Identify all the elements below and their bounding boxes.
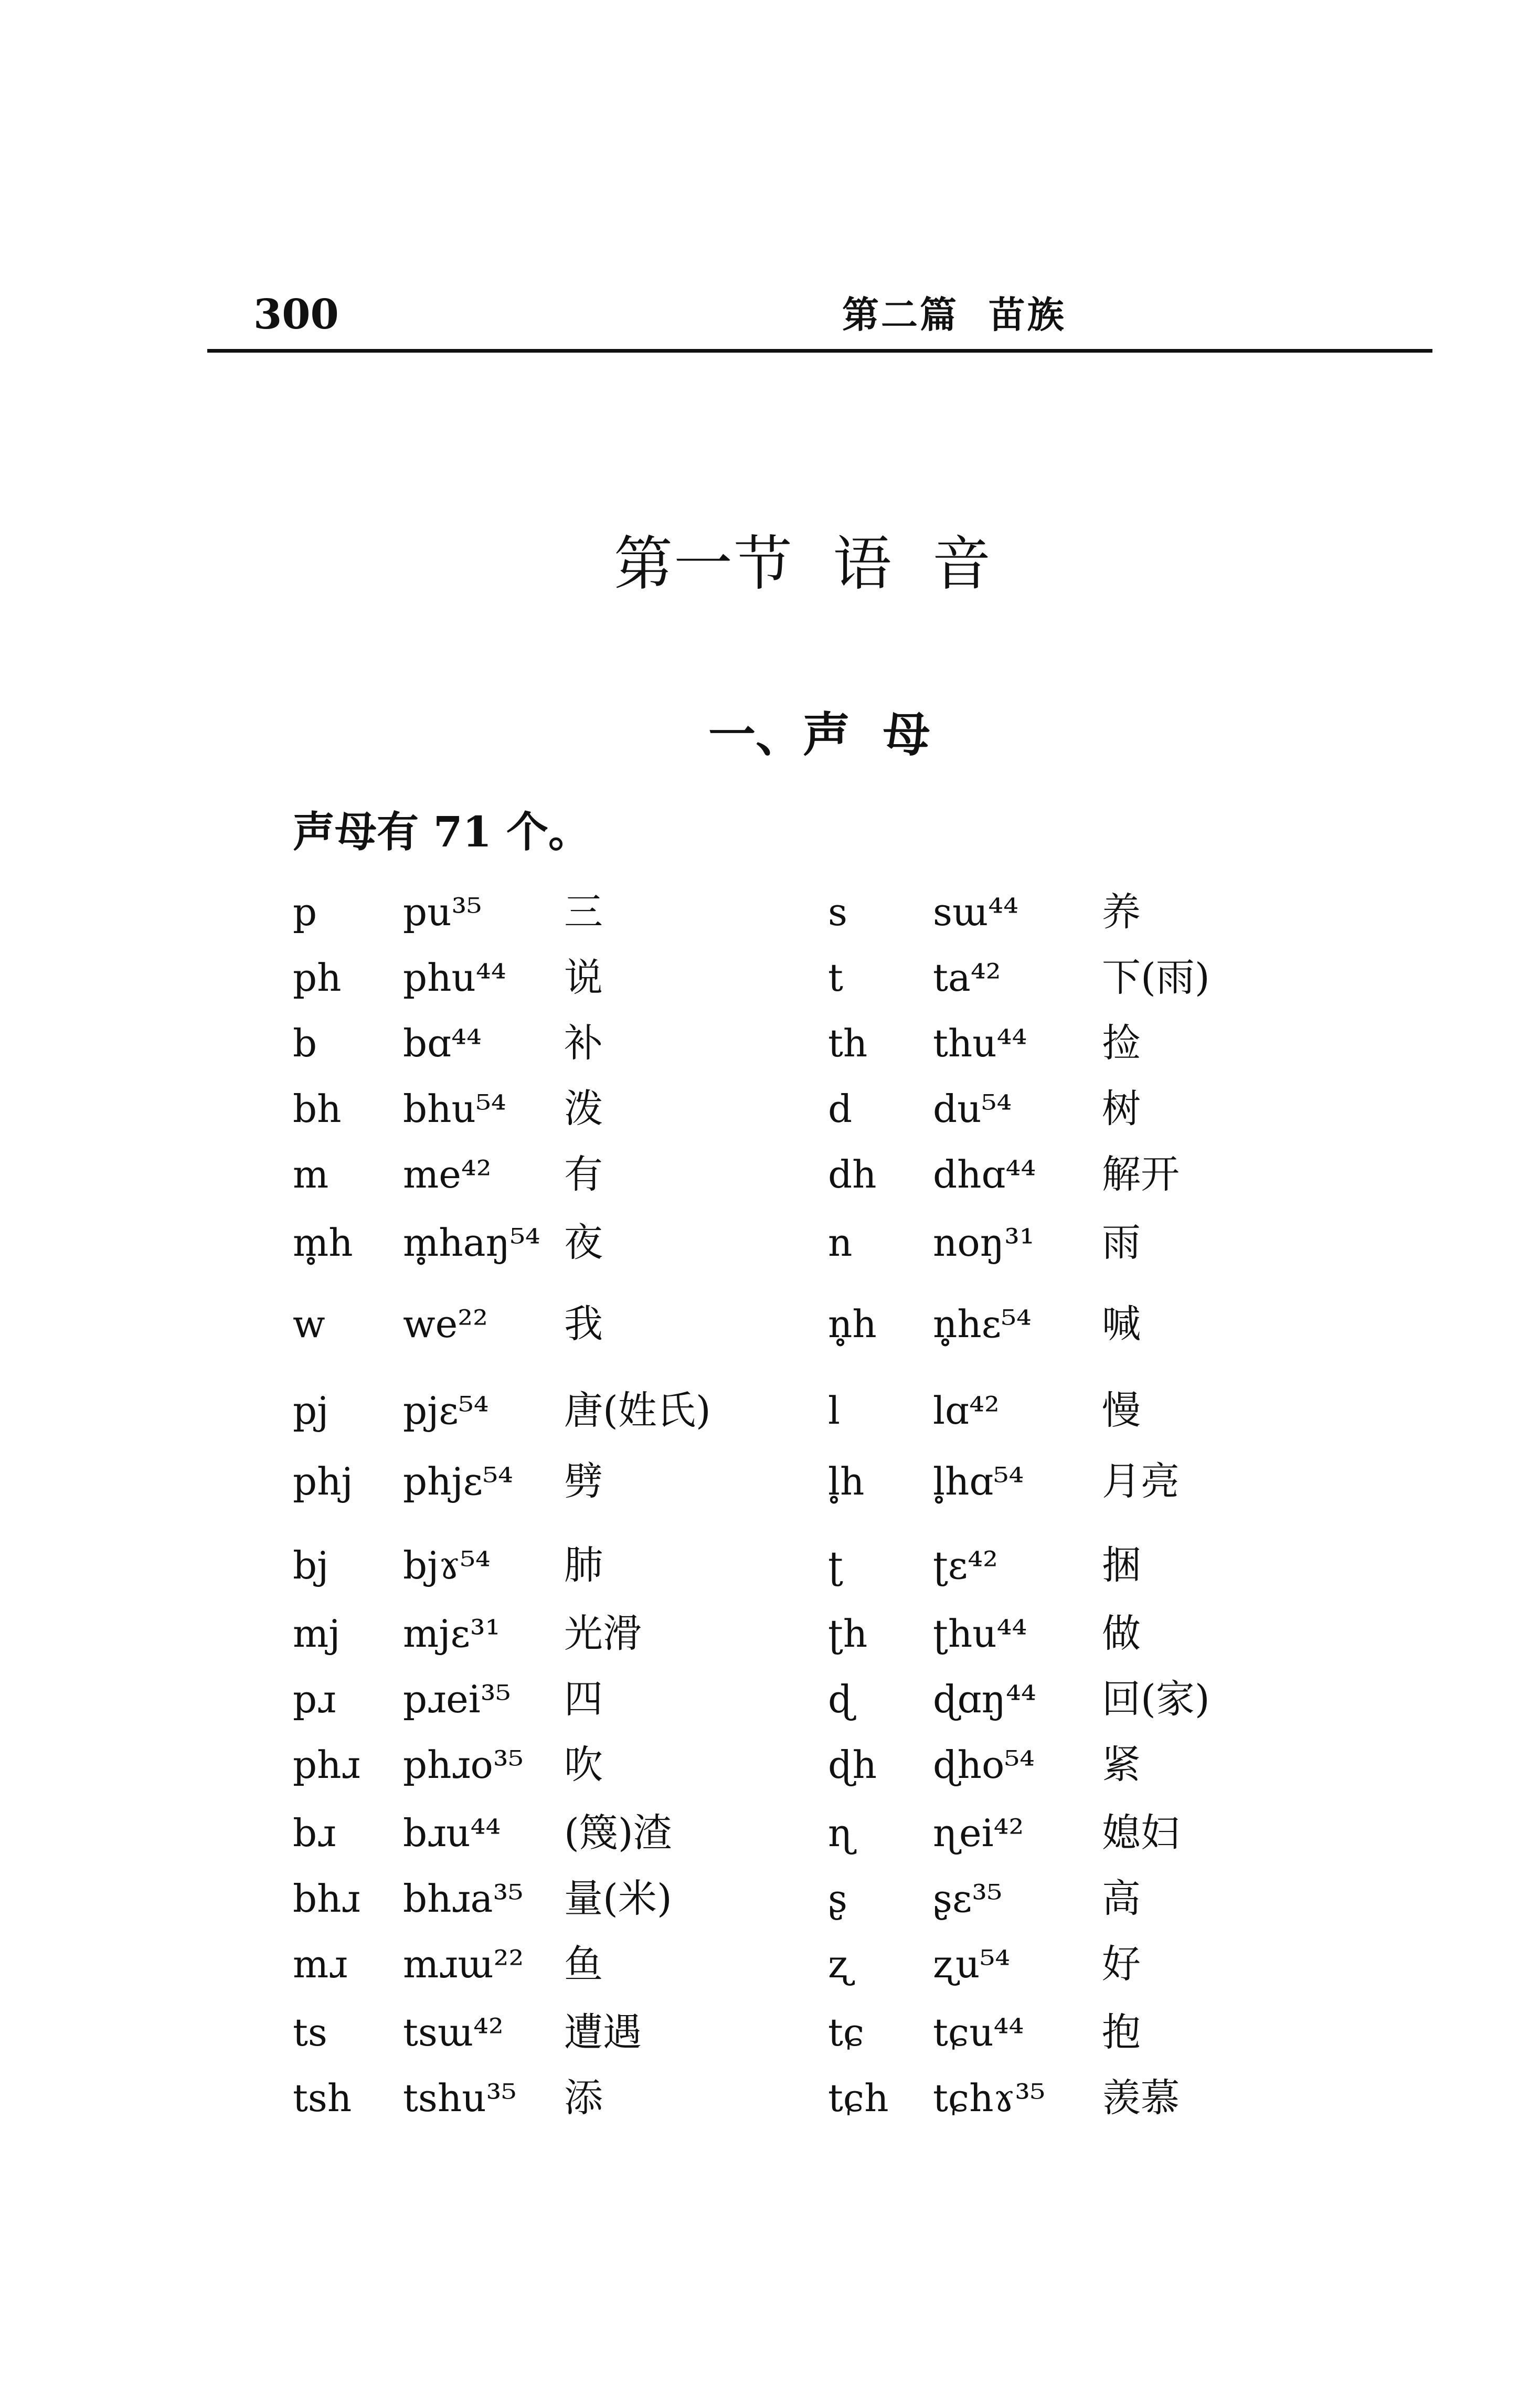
- left-example-cell: bɑ⁴⁴: [403, 1021, 482, 1065]
- right-initial-cell: tɕh: [828, 2076, 889, 2120]
- right-initial-cell: ʈ: [828, 1543, 843, 1587]
- right-gloss-cell: 喊: [1102, 1301, 1141, 1347]
- subsection-title: 一、声 母: [708, 707, 930, 762]
- left-gloss-cell: 泼: [564, 1086, 603, 1131]
- left-initial-cell: phɹ: [293, 1743, 360, 1787]
- left-gloss-cell: 添: [564, 2075, 603, 2121]
- right-example-cell: ʈɛ⁴²: [933, 1543, 998, 1587]
- left-initial-cell: mɹ: [293, 1942, 348, 1986]
- left-example-cell: phu⁴⁴: [403, 956, 506, 1000]
- left-example-cell: bjɤ⁵⁴: [403, 1543, 491, 1587]
- left-example-cell: tsɯ⁴²: [403, 2010, 504, 2054]
- right-initial-cell: tɕ: [828, 2010, 865, 2054]
- right-example-cell: ta⁴²: [933, 956, 1001, 1000]
- left-example-cell: mjɛ³¹: [403, 1612, 501, 1656]
- left-gloss-cell: 有: [564, 1152, 603, 1197]
- left-example-cell: m̥haŋ⁵⁴: [403, 1221, 540, 1265]
- right-example-cell: thu⁴⁴: [933, 1021, 1027, 1065]
- left-initial-cell: bh: [293, 1087, 342, 1131]
- left-gloss-cell: 三: [564, 889, 603, 935]
- left-initial-cell: w: [293, 1302, 325, 1346]
- right-gloss-cell: 捆: [1102, 1543, 1141, 1588]
- left-initial-cell: mj: [293, 1612, 341, 1656]
- left-initial-cell: pɹ: [293, 1677, 336, 1721]
- left-initial-cell: bɹ: [293, 1811, 336, 1855]
- left-example-cell: mɹɯ²²: [403, 1942, 524, 1986]
- left-initial-cell: m̥h: [293, 1221, 353, 1265]
- right-gloss-cell: 好: [1102, 1942, 1141, 1987]
- section-title: 第一节 语 音: [614, 530, 992, 598]
- left-example-cell: pu³⁵: [403, 890, 482, 934]
- right-example-cell: lɑ⁴²: [933, 1389, 1000, 1433]
- left-example-cell: phɹo³⁵: [403, 1743, 524, 1787]
- right-gloss-cell: 做: [1102, 1611, 1141, 1656]
- right-gloss-cell: 捡: [1102, 1021, 1141, 1066]
- left-gloss-cell: 光滑: [564, 1611, 642, 1656]
- right-gloss-cell: 月亮: [1102, 1459, 1180, 1504]
- right-example-cell: ʈhu⁴⁴: [933, 1612, 1027, 1656]
- left-gloss-cell: 量(米): [564, 1876, 672, 1921]
- right-gloss-cell: 回(家): [1102, 1677, 1210, 1722]
- right-example-cell: noŋ³¹: [933, 1221, 1035, 1265]
- right-gloss-cell: 高: [1102, 1876, 1141, 1921]
- left-gloss-cell: 夜: [564, 1220, 603, 1265]
- left-gloss-cell: 吹: [564, 1742, 603, 1787]
- left-initial-cell: m: [293, 1152, 329, 1196]
- left-example-cell: bhu⁵⁴: [403, 1087, 506, 1131]
- right-initial-cell: ʂ: [828, 1877, 847, 1921]
- left-initial-cell: ts: [293, 2010, 327, 2054]
- right-example-cell: ʐu⁵⁴: [933, 1942, 1011, 1986]
- left-initial-cell: b: [293, 1021, 317, 1065]
- right-gloss-cell: 媳妇: [1102, 1810, 1180, 1856]
- right-example-cell: sɯ⁴⁴: [933, 890, 1018, 934]
- left-gloss-cell: 补: [564, 1021, 603, 1066]
- right-example-cell: ɖho⁵⁴: [933, 1743, 1035, 1787]
- left-gloss-cell: 唐(姓氏): [564, 1388, 711, 1433]
- right-gloss-cell: 紧: [1102, 1742, 1141, 1787]
- right-gloss-cell: 解开: [1102, 1152, 1180, 1197]
- intro-text: 声母有 71 个。: [293, 807, 591, 856]
- right-initial-cell: dh: [828, 1152, 877, 1196]
- right-initial-cell: t: [828, 956, 843, 1000]
- left-gloss-cell: 我: [564, 1301, 603, 1347]
- right-gloss-cell: 树: [1102, 1086, 1141, 1131]
- left-initial-cell: p: [293, 890, 317, 934]
- left-example-cell: phjɛ⁵⁴: [403, 1459, 513, 1503]
- right-example-cell: l̥hɑ⁵⁴: [933, 1459, 1024, 1503]
- right-initial-cell: ɖh: [828, 1743, 877, 1787]
- right-gloss-cell: 雨: [1102, 1220, 1141, 1265]
- left-gloss-cell: 肺: [564, 1543, 603, 1588]
- left-example-cell: pjɛ⁵⁴: [403, 1389, 489, 1433]
- left-example-cell: tshu³⁵: [403, 2076, 517, 2120]
- left-gloss-cell: 鱼: [564, 1942, 603, 1987]
- right-gloss-cell: 养: [1102, 889, 1141, 935]
- left-initial-cell: tsh: [293, 2076, 352, 2120]
- right-gloss-cell: 抱: [1102, 2010, 1141, 2055]
- left-gloss-cell: 说: [564, 955, 603, 1000]
- right-example-cell: ʂɛ³⁵: [933, 1877, 1002, 1921]
- right-initial-cell: ɖ: [828, 1677, 853, 1721]
- left-initial-cell: bj: [293, 1543, 329, 1587]
- left-initial-cell: ph: [293, 956, 342, 1000]
- right-initial-cell: ʐ: [828, 1942, 851, 1986]
- right-initial-cell: th: [828, 1021, 868, 1065]
- left-gloss-cell: 劈: [564, 1459, 603, 1504]
- left-gloss-cell: 四: [564, 1677, 603, 1722]
- right-example-cell: ɳei⁴²: [933, 1811, 1024, 1855]
- left-example-cell: we²²: [403, 1302, 488, 1346]
- right-example-cell: ɖɑŋ⁴⁴: [933, 1677, 1036, 1721]
- right-example-cell: du⁵⁴: [933, 1087, 1012, 1131]
- left-gloss-cell: (篾)渣: [564, 1810, 672, 1856]
- right-example-cell: dhɑ⁴⁴: [933, 1152, 1036, 1196]
- left-example-cell: bɹu⁴⁴: [403, 1811, 501, 1855]
- left-example-cell: me⁴²: [403, 1152, 492, 1196]
- right-initial-cell: n: [828, 1221, 853, 1265]
- right-initial-cell: l: [828, 1389, 841, 1433]
- right-initial-cell: l̥h: [828, 1459, 865, 1503]
- left-initial-cell: phj: [293, 1459, 353, 1503]
- right-example-cell: tɕhɤ³⁵: [933, 2076, 1045, 2120]
- right-gloss-cell: 慢: [1102, 1388, 1141, 1433]
- right-example-cell: n̥hɛ⁵⁴: [933, 1302, 1032, 1346]
- left-initial-cell: bhɹ: [293, 1877, 360, 1921]
- right-gloss-cell: 下(雨): [1102, 955, 1210, 1000]
- left-example-cell: bhɹa³⁵: [403, 1877, 524, 1921]
- right-initial-cell: ɳ: [828, 1811, 854, 1855]
- page-number: 300: [253, 291, 339, 338]
- right-initial-cell: d: [828, 1087, 853, 1131]
- right-initial-cell: ʈh: [828, 1612, 868, 1656]
- left-initial-cell: pj: [293, 1389, 329, 1433]
- right-initial-cell: s: [828, 890, 847, 934]
- running-head: 第二篇 苗族: [842, 293, 1066, 336]
- right-initial-cell: n̥h: [828, 1302, 877, 1346]
- left-gloss-cell: 遭遇: [564, 2010, 642, 2055]
- left-example-cell: pɹei³⁵: [403, 1677, 511, 1721]
- right-gloss-cell: 羡慕: [1102, 2075, 1180, 2121]
- right-example-cell: tɕu⁴⁴: [933, 2010, 1024, 2054]
